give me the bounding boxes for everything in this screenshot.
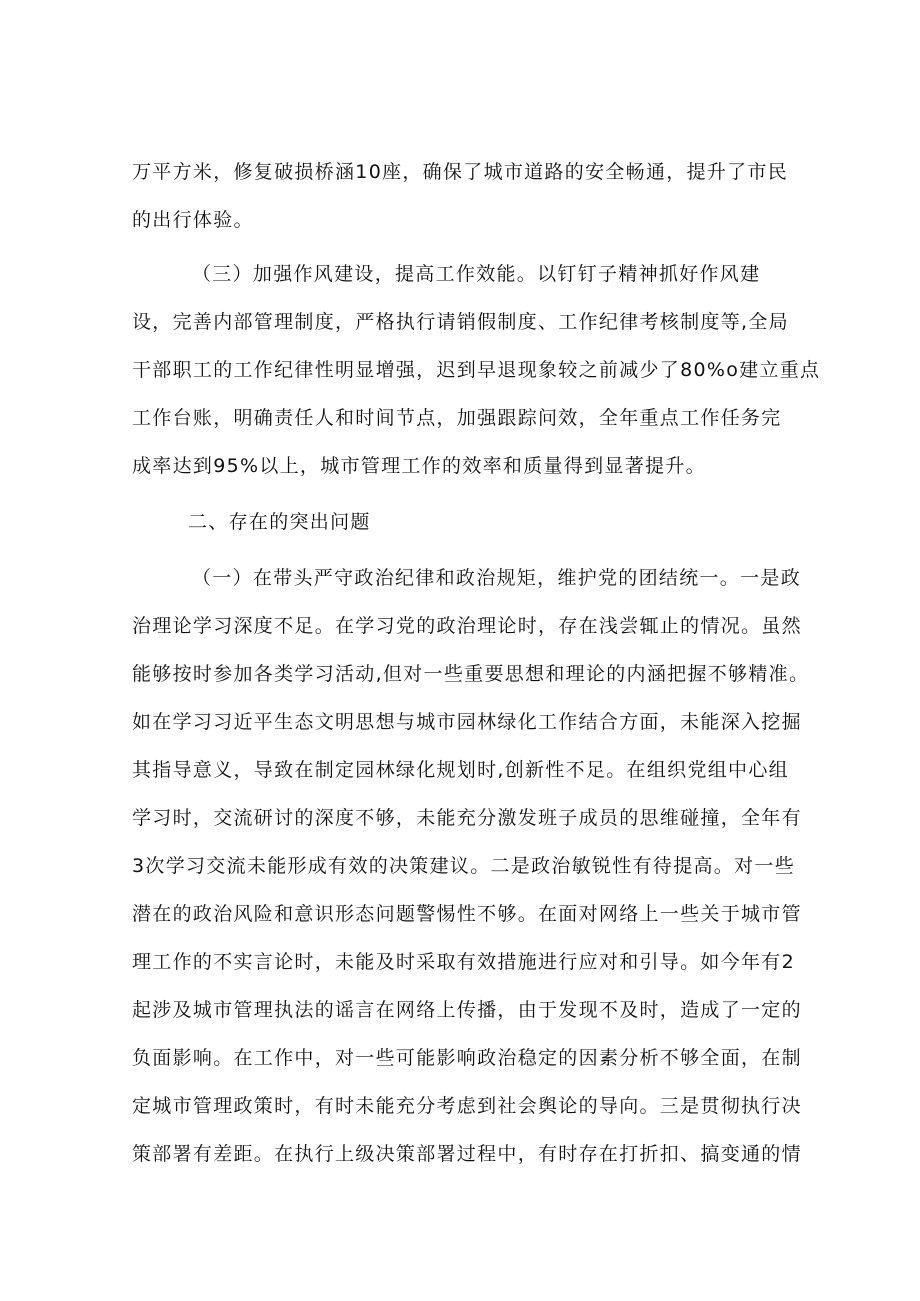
paragraph-line: 策部署有差距。在执行上级决策部署过程中，有时存在打折扣、搞变通的情 — [132, 1143, 802, 1165]
paragraph-line: 学习时，交流研讨的深度不够，未能充分激发班子成员的思维碰撞，全年有 — [132, 807, 802, 829]
paragraph-line: 负面影响。在工作中，对一些可能影响政治稳定的因素分析不够全面，在制 — [132, 1047, 802, 1069]
paragraph-line: 潜在的政治风险和意识形态问题警惕性不够。在面对网络上一些关于城市管 — [132, 903, 802, 925]
paragraph-line: 定城市管理政策时，有时未能充分考虑到社会舆论的导向。三是贯彻执行决 — [132, 1095, 802, 1117]
paragraph-line: 如在学习习近平生态文明思想与城市园林绿化工作结合方面，未能深入挖掘 — [132, 711, 802, 733]
paragraph-line: 治理论学习深度不足。在学习党的政治理论时，存在浅尝辄止的情况。虽然 — [132, 615, 802, 637]
paragraph-line: 成率达到95%以上，城市管理工作的效率和质量得到显著提升。 — [132, 455, 706, 477]
paragraph-line: 起涉及城市管理执法的谣言在网络上传播，由于发现不及时，造成了一定的 — [132, 999, 802, 1021]
paragraph-line: 理工作的不实言论时，未能及时采取有效措施进行应对和引导。如今年有2 — [132, 951, 795, 973]
paragraph-line: 能够按时参加各类学习活动,但对一些重要思想和理论的内涵把握不够精准。 — [132, 663, 810, 685]
paragraph-line: 设，完善内部管理制度，严格执行请销假制度、工作纪律考核制度等,全局 — [132, 311, 789, 333]
paragraph-line: 干部职工的工作纪律性明显增强，迟到早退现象较之前减少了80%o建立重点 — [132, 359, 821, 381]
section-heading: 二、存在的突出问题 — [188, 511, 371, 533]
paragraph-line: 的出行体验。 — [132, 209, 254, 231]
paragraph-line: （三）加强作风建设，提高工作效能。以钉钉子精神抓好作风建 — [192, 263, 761, 285]
paragraph-line: 3次学习交流未能形成有效的决策建议。二是政治敏锐性有待提高。对一些 — [132, 855, 795, 877]
paragraph-line: 其指导意义，导致在制定园林绿化规划时,创新性不足。在组织党组中心组 — [132, 759, 789, 781]
paragraph-line: 工作台账，明确责任人和时间节点，加强跟踪问效，全年重点工作任务完 — [132, 407, 782, 429]
paragraph-line: 万平方米，修复破损桥涵10座，确保了城市道路的安全畅通，提升了市民 — [132, 161, 789, 183]
paragraph-line: （一）在带头严守政治纪律和政治规矩，维护党的团结统一。一是政 — [192, 567, 802, 589]
